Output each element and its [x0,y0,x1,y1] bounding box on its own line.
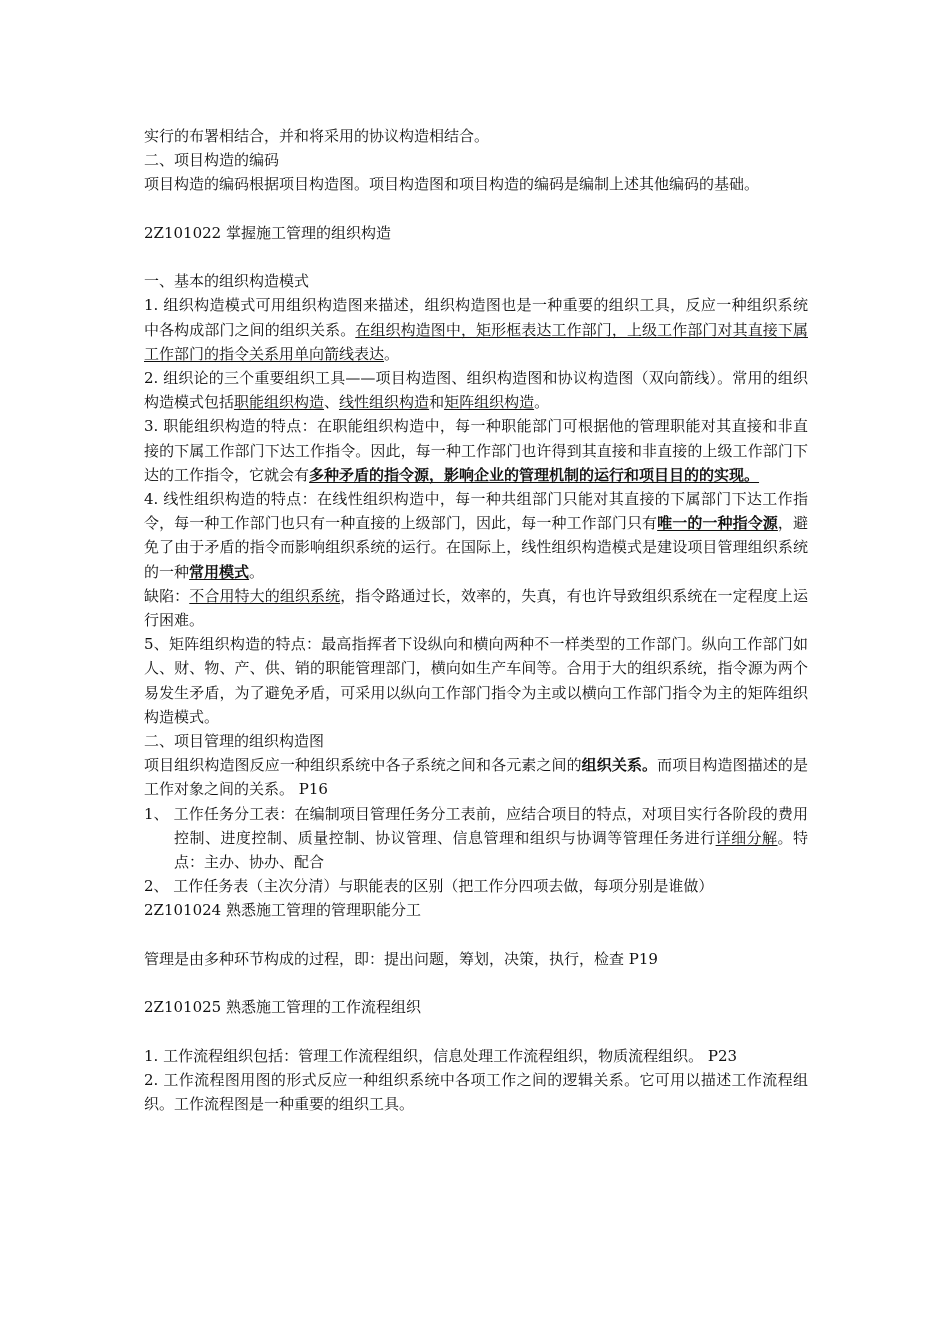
paragraph-item-2 [144,366,808,414]
blank-line [144,245,808,269]
chapter-heading: 2Z101022 掌握施工管理的组织构造 [144,223,391,242]
bold-underlined-text: 多种矛盾的指令源，影响企业的管理机制的运行和项目目的的实现。 [309,465,760,484]
section-heading: 一、基本的组织构造模式 [144,272,310,291]
text-run: 。 [534,393,550,412]
text-run: 。 [249,562,265,581]
underlined-text: 不合用特大的组织系统 [189,586,341,605]
paragraph: 项目构造的编码根据项目构造图。项目构造图和项目构造的编码是编制上述其他编码的基础。 [144,175,760,194]
blank-line [144,923,808,947]
underlined-text: 详细分解 [715,828,778,847]
text-run: 项目组织构造图反应一种组织系统中各子系统之间和各元素之间的 [144,756,582,775]
underlined-text: 职能组织构造 [234,393,325,412]
paragraph-item-3 [144,414,808,487]
text-line: 实行的布署相结合，并和将采用的协议构造相结合。 [144,127,490,145]
text-run: 1. 组织构造模式可用组织构造图来描述，组织构造图也是一种重要的组织工具，反应一种组织系统中各构成部门之间的组织关系。 [144,296,808,339]
text-run: 4. 线性组织构造的特点：在线性组织构造中，每一种共组部门只能对其直接的下属部门下达工作指令，每一种工作部门也只有一种直接的上级部门，因此，每一种工作部门只有 [144,490,808,533]
text-run: 而项目构造图描述的是工作对象之间的关系。 P16 [144,756,808,799]
text-run: 缺陷： [144,586,190,605]
text-run: ，指令路通过长，效率的，失真，有也许导致组织系统在一定程度上运行困难。 [144,586,808,630]
section-heading: 二、项目管理的组织构造图 [144,732,325,751]
paragraph-item-4 [144,487,808,584]
text-run: 1、 工作任务分工表：在编制项目管理任务分工表前，应结合项目的特点，对项目实行各阶段的费用控制、进度控制、质量控制、协议管理、信息管理和组织与协调等管理任务进行 [144,804,808,847]
paragraph-item-1 [144,293,808,366]
section-heading: 二、项目构造的编码 [144,151,280,170]
underlined-text: 在组织构造图中，矩形框表达工作部门，上级工作部门对其直接下属工作部门的指令关系用单向箭线表达 [144,320,808,363]
blank-line [144,1019,808,1043]
chapter-heading: 2Z101025 熟悉施工管理的工作流程组织 [144,998,421,1017]
text-run: 和 [429,393,445,412]
text-run: 。 [384,344,400,363]
paragraph: 管理是由多种环节构成的过程，即：提出问题，筹划，决策，执行，检查 P19 [144,949,658,968]
text-run: 、 [324,393,340,412]
list-item-2: 2、 工作任务表（主次分清）与职能表的区别（把工作分四项去做，每项分别是谁做） [144,877,714,896]
bold-text: 组织关系。 [581,756,658,775]
paragraph [144,753,808,801]
underlined-text: 矩阵组织构造 [444,393,535,412]
text-run: 3. 职能组织构造的特点：在职能组织构造中，每一种职能部门可根据他的管理职能对其直接和非直接的下属工作部门下达工作指令。因此，每一种工作部门也许得到其直接和非直接的上级工作部门下达的工作指令，它就会有 [144,417,808,484]
bold-underlined-text: 唯一的一种指令源 [657,514,778,533]
list-item-1 [144,802,808,875]
underlined-text: 线性组织构造 [339,393,430,412]
paragraph-defects [144,584,808,632]
document-page [144,124,808,1116]
paragraph-item-1: 1. 工作流程组织包括：管理工作流程组织，信息处理工作流程组织，物质流程组织。 P23 [144,1046,738,1065]
paragraph-item-2: 2. 工作流程图用图的形式反应一种组织系统中各项工作之间的逻辑关系。它可用以描述工作流程组织。工作流程图是一种重要的组织工具。 [144,1070,808,1114]
text-run: ，避免了由于矛盾的指令而影响组织系统的运行。在国际上，线性组织构造模式是建设项目管理组织系统的一种 [144,514,808,581]
blank-line [144,197,808,221]
bold-underlined-text: 常用模式 [189,562,250,581]
text-run: 。特点：主办、协办、配合 [174,828,808,872]
paragraph-item-5: 5、矩阵组织构造的特点：最高指挥者下设纵向和横向两种不一样类型的工作部门。纵向工作部门如人、财、物、产、供、销的职能管理部门，横向如生产车间等。合用于大的组织系统，指令源为两个易发生矛盾，为了避免矛盾，可采用以纵向工作部门指令为主或以横向工作部门指令为主的矩阵组织构造模式。 [144,635,808,726]
blank-line [144,971,808,995]
chapter-heading: 2Z101024 熟悉施工管理的管理职能分工 [144,901,421,920]
text-run: 2. 组织论的三个重要组织工具——项目构造图、组织构造图和协议构造图（双向箭线）。常用的组织构造模式包括 [144,369,808,412]
